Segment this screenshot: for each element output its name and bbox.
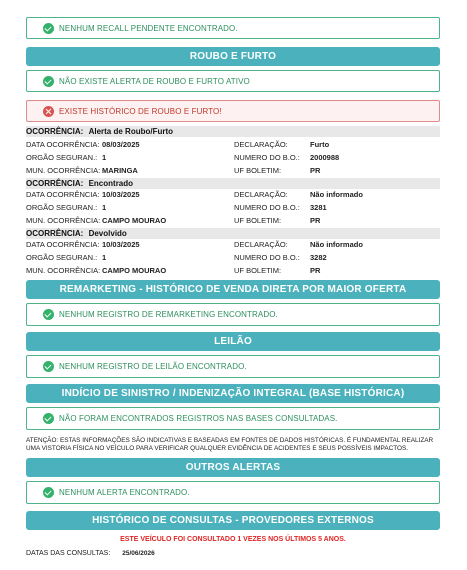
- ocorrencia-title: Devolvido: [88, 229, 127, 238]
- ocorrencia-row: [26, 252, 440, 264]
- mun-value: CAMPO MOURAO: [102, 216, 167, 225]
- mun-label: MUN. OCORRÊNCIA:: [26, 216, 101, 225]
- datas-consultas-value: 25/06/2026: [122, 550, 155, 557]
- historico-consultas-header: HISTÓRICO DE CONSULTAS - PROVEDORES EXTERNOS: [26, 511, 440, 530]
- mun-label: MUN. OCORRÊNCIA:: [26, 266, 101, 275]
- consultas-warning: ESTE VEÍCULO FOI CONSULTADO 1 VEZES NOS ÚLTIMOS 5 ANOS.: [120, 536, 346, 543]
- roubo-alert-message: NÃO EXISTE ALERTA DE ROUBO E FURTO ATIVO: [59, 76, 250, 86]
- sinistro-message: NÃO FORAM ENCONTRADOS REGISTROS NAS BASES CONSULTADAS.: [59, 414, 338, 423]
- mun-value: MARINGA: [102, 166, 138, 175]
- orgao-value: 1: [102, 153, 107, 162]
- ocorrencia-title: Alerta de Roubo/Furto: [88, 127, 174, 136]
- datas-consultas: [26, 550, 155, 557]
- ocorrencia-row: [26, 215, 440, 227]
- orgao-label: ORGÃO SEGURAN.:: [26, 203, 98, 212]
- datas-consultas-label: DATAS DAS CONSULTAS:: [26, 550, 111, 557]
- bo-label: NUMERO DO B.O.:: [234, 253, 300, 262]
- bo-value: 3282: [310, 253, 327, 262]
- data-value: 10/03/2025: [102, 240, 140, 249]
- data-label: DATA OCORRÊNCIA:: [26, 190, 100, 199]
- leilao-alert: [26, 355, 440, 378]
- remarketing-message: NENHUM REGISTRO DE REMARKETING ENCONTRADO.: [59, 310, 278, 319]
- bo-value: 3281: [310, 203, 327, 212]
- ocorrencia-header: [26, 126, 440, 137]
- orgao-label: ORGÃO SEGURAN.:: [26, 253, 98, 262]
- ocorrencia-title: Encontrado: [88, 179, 134, 188]
- uf-value: PR: [310, 216, 321, 225]
- data-label: DATA OCORRÊNCIA:: [26, 140, 100, 149]
- data-value: 10/03/2025: [102, 190, 140, 199]
- declaracao-label: DECLARAÇÃO:: [234, 240, 288, 249]
- declaracao-label: DECLARAÇÃO:: [234, 190, 288, 199]
- ocorrencia-row: [26, 189, 440, 201]
- mun-value: CAMPO MOURAO: [102, 266, 167, 275]
- check-circle-icon: [43, 309, 54, 320]
- outros-alertas-message: NENHUM ALERTA ENCONTRADO.: [59, 488, 190, 497]
- roubo-history-message: EXISTE HISTÓRICO DE ROUBO E FURTO!: [59, 106, 222, 116]
- roubo-history-alert: [26, 100, 440, 122]
- bo-value: 2000988: [310, 153, 340, 162]
- recall-alert: [26, 17, 440, 39]
- uf-label: UF BOLETIM:: [234, 166, 282, 175]
- uf-label: UF BOLETIM:: [234, 216, 282, 225]
- uf-label: UF BOLETIM:: [234, 266, 282, 275]
- orgao-value: 1: [102, 203, 107, 212]
- check-circle-icon: [43, 76, 54, 87]
- outros-alertas-header: OUTROS ALERTAS: [26, 458, 440, 477]
- ocorrencia-row: [26, 239, 440, 251]
- outros-alertas-alert: [26, 481, 440, 504]
- atencao-note: ATENÇÃO: ESTAS INFORMAÇÕES SÃO INDICATIVAS E BASEADAS EM FONTES DE DADOS HISTÓRICAS. É FUNDAMENTAL REALIZAR UMA VISTORIA FÍSICA NO VEÍCULO PARA VERIFICAR QUALQUER EVIDÊNCIA DE ACIDENTES E SEUS POSSÍVEIS IMPACTOS.: [26, 437, 434, 452]
- ocorrencia-row: [26, 165, 440, 177]
- data-label: DATA OCORRÊNCIA:: [26, 240, 100, 249]
- roubo-alert-status: [26, 70, 440, 92]
- check-circle-icon: [43, 413, 54, 424]
- sinistro-alert: [26, 407, 440, 430]
- bo-label: NUMERO DO B.O.:: [234, 153, 300, 162]
- declaracao-value: Não informado: [310, 240, 363, 249]
- orgao-label: ORGÃO SEGURAN.:: [26, 153, 98, 162]
- ocorrencia-label: OCORRÊNCIA:: [26, 179, 84, 188]
- sinistro-header: INDÍCIO DE SINISTRO / INDENIZAÇÃO INTEGRAL (BASE HISTÓRICA): [26, 384, 440, 403]
- declaracao-label: DECLARAÇÃO:: [234, 140, 288, 149]
- uf-value: PR: [310, 266, 321, 275]
- data-value: 08/03/2025: [102, 140, 140, 149]
- remarketing-header: REMARKETING - HISTÓRICO DE VENDA DIRETA POR MAIOR OFERTA: [26, 280, 440, 299]
- ocorrencia-label: OCORRÊNCIA:: [26, 229, 84, 238]
- leilao-message: NENHUM REGISTRO DE LEILÃO ENCONTRADO.: [59, 362, 247, 371]
- roubo-furto-header: ROUBO E FURTO: [26, 47, 440, 66]
- error-circle-icon: [43, 106, 54, 117]
- remarketing-alert: [26, 303, 440, 326]
- ocorrencia-row: [26, 265, 440, 277]
- declaracao-value: Furto: [310, 140, 330, 149]
- ocorrencia-header: [26, 178, 440, 189]
- ocorrencia-label: OCORRÊNCIA:: [26, 127, 84, 136]
- ocorrencia-row: [26, 139, 440, 151]
- check-circle-icon: [43, 487, 54, 498]
- ocorrencia-header: [26, 228, 440, 239]
- uf-value: PR: [310, 166, 321, 175]
- mun-label: MUN. OCORRÊNCIA:: [26, 166, 101, 175]
- ocorrencia-row: [26, 202, 440, 214]
- orgao-value: 1: [102, 253, 107, 262]
- check-circle-icon: [43, 361, 54, 372]
- bo-label: NUMERO DO B.O.:: [234, 203, 300, 212]
- check-circle-icon: [43, 23, 54, 34]
- ocorrencia-row: [26, 152, 440, 164]
- declaracao-value: Não informado: [310, 190, 363, 199]
- recall-message: NENHUM RECALL PENDENTE ENCONTRADO.: [59, 23, 238, 33]
- leilao-header: LEILÃO: [26, 332, 440, 351]
